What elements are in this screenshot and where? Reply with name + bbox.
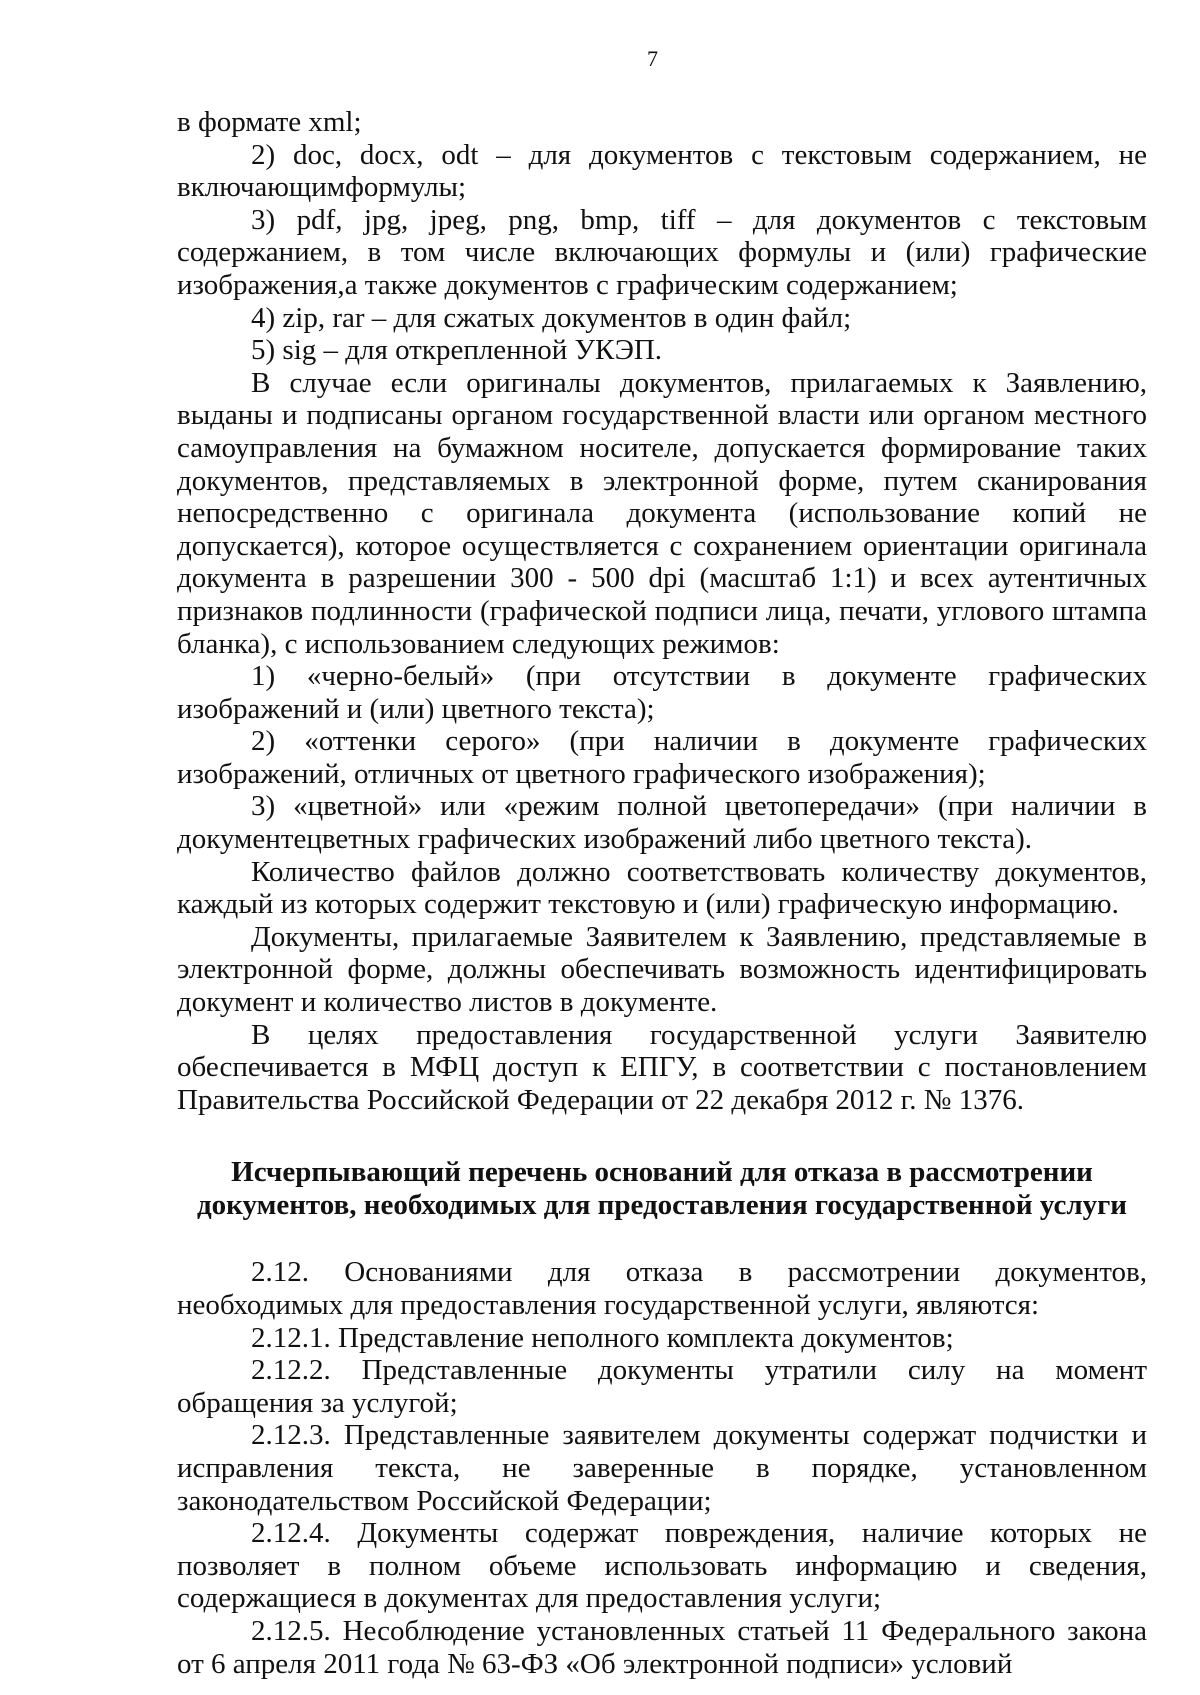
paragraph: Количество файлов должно соответствовать количеству документов, каждый из которых содержит текстовую и (или) графическую информацию. xyxy=(177,855,1147,921)
paragraph: В целях предоставления государственной услуги Заявителю обеспечивается в МФЦ доступ к ЕПГУ, в соответствии с постановлением Правительства Российской Федерации от 22 декабря 2012 г. № 1376. xyxy=(177,1018,1147,1116)
paragraph: 2.12.1. Представление неполного комплекта документов; xyxy=(251,1321,954,1354)
paragraph: в формате xml; xyxy=(177,106,362,138)
paragraph: 2.12.2. Представленные документы утратили силу на момент обращения за услугой; xyxy=(177,1354,1147,1419)
section-heading-line: документов, необходимых для предоставления государственной услуги xyxy=(197,1189,1127,1222)
paragraph: 3) «цветной» или «режим полной цветопередачи» (при наличии в документецветных графических изображений либо цветного текста). xyxy=(177,790,1147,856)
section-heading-line: Исчерпывающий перечень оснований для отказа в рассмотрении xyxy=(231,1156,1093,1189)
document-body xyxy=(177,106,1147,1680)
paragraphs-top xyxy=(177,106,1147,1116)
paragraph: 1) «черно-белый» (при отсутствии в документе графических изображений и (или) цветного текста); xyxy=(177,660,1147,725)
section-heading xyxy=(177,1156,1147,1222)
page-number: 7 xyxy=(647,46,658,71)
paragraph: 2.12. Основаниями для отказа в рассмотрении документов, необходимых для предоставления государственной услуги, являются: xyxy=(177,1256,1147,1321)
paragraph: 2.12.5. Несоблюдение установленных статьей 11 Федерального закона от 6 апреля 2011 года № 63-ФЗ «Об электронной подписи» условий xyxy=(177,1614,1147,1680)
paragraph: Документы, прилагаемые Заявителем к Заявлению, представляемые в электронной форме, должны обеспечивать возможность идентифицировать документ и количество листов в документе. xyxy=(177,920,1147,1019)
paragraphs-bottom xyxy=(177,1256,1147,1680)
paragraph: 5) sig – для открепленной УКЭП. xyxy=(251,334,663,367)
paragraph: 4) zip, rar – для сжатых документов в один файл; xyxy=(251,301,852,334)
paragraph: 2.12.3. Представленные заявителем документы содержат подчистки и исправления текста, не заверенные в порядке, установленном законодательством Российской Федерации; xyxy=(177,1419,1147,1517)
paragraph: 2) «оттенки серого» (при наличии в документе графических изображений, отличных от цветного графического изображения); xyxy=(177,725,1147,790)
paragraph: 2.12.4. Документы содержат повреждения, наличие которых не позволяет в полном объеме использовать информацию и сведения, содержащиеся в документах для предоставления услуги; xyxy=(177,1517,1147,1615)
paragraph: В случае если оригиналы документов, прилагаемых к Заявлению, выданы и подписаны органом государственной власти или органом местного самоуправления на бумажном носителе, допускается формирование таких документов, представляемых в электронной форме, путем сканирования непосредственно с оригинала документа (использование копий не допускается), которое осуществляется с сохранением ориентации оригинала документа в разрешении 300 - 500 dpi (масштаб 1:1) и всех аутентичных признаков подлинности (графической подписи лица, печати, углового штампа бланка), с использованием следующих режимов: xyxy=(177,366,1147,660)
paragraph: 2) doc, docx, odt – для документов с текстовым содержанием, не включающимформулы; xyxy=(177,138,1147,204)
paragraph: 3) pdf, jpg, jpeg, png, bmp, tiff – для документов с текстовым содержанием, в том числе включающих формулы и (или) графические изображения,а также документов с графическим содержанием; xyxy=(177,203,1147,301)
